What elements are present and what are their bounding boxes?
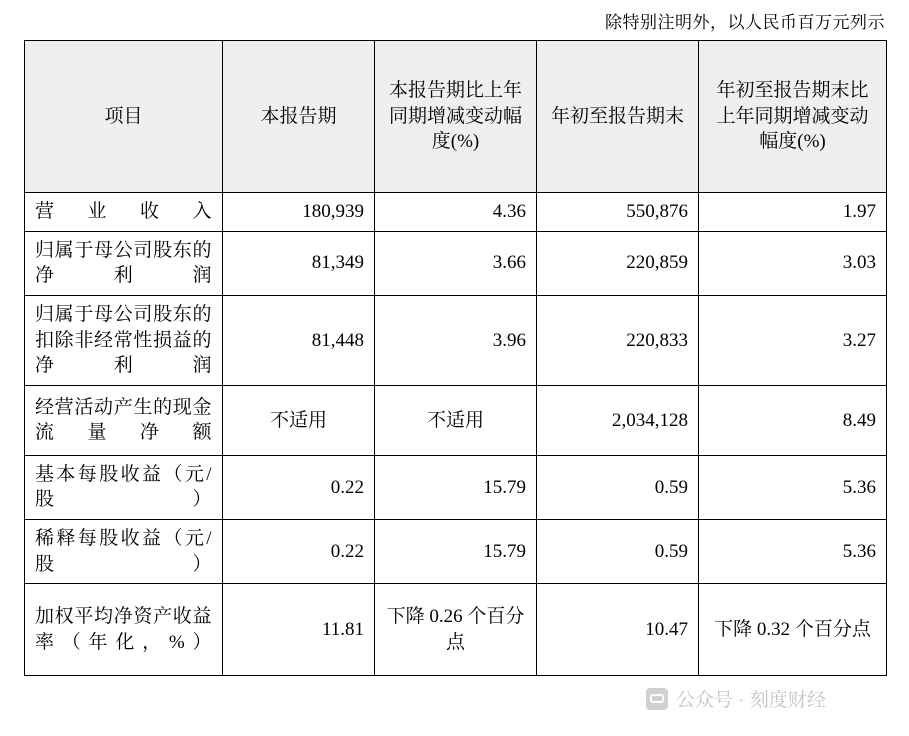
row-ytd-change: 1.97: [699, 193, 887, 232]
row-current-period: 81,448: [223, 295, 375, 385]
table-row: [25, 520, 887, 584]
row-ytd: 220,833: [537, 295, 699, 385]
row-current-change: 下降 0.26 个百分点: [375, 584, 537, 676]
row-current-period: 11.81: [223, 584, 375, 676]
row-current-change: 3.96: [375, 295, 537, 385]
row-ytd: 2,034,128: [537, 385, 699, 455]
row-current-period: 不适用: [223, 385, 375, 455]
table-row: [25, 385, 887, 455]
column-header-item: 项目: [25, 41, 223, 193]
row-ytd: 0.59: [537, 455, 699, 519]
units-note: 除特别注明外，以人民币百万元列示: [605, 13, 885, 32]
table-header-row: [25, 41, 887, 193]
row-label: 归属于母公司股东的扣除非经常性损益的净利润: [25, 295, 223, 385]
row-ytd-change: 5.36: [699, 455, 887, 519]
wechat-official-account-icon: [646, 688, 668, 710]
row-current-change: 3.66: [375, 231, 537, 295]
row-current-change: 4.36: [375, 193, 537, 232]
column-header-ytd: 年初至报告期末: [537, 41, 699, 193]
row-label: 经营活动产生的现金流量净额: [25, 385, 223, 455]
column-header-current-change: 本报告期比上年同期增减变动幅度(%): [375, 41, 537, 193]
row-current-change: 不适用: [375, 385, 537, 455]
column-header-ytd-change: 年初至报告期末比上年同期增减变动幅度(%): [699, 41, 887, 193]
row-ytd-change: 3.03: [699, 231, 887, 295]
row-current-period: 180,939: [223, 193, 375, 232]
column-header-current-period: 本报告期: [223, 41, 375, 193]
row-ytd: 0.59: [537, 520, 699, 584]
watermark-label: 公众号 · 刻度财经: [676, 690, 826, 711]
row-current-change: 15.79: [375, 455, 537, 519]
row-current-change: 15.79: [375, 520, 537, 584]
row-ytd-change: 5.36: [699, 520, 887, 584]
row-label: 加权平均净资产收益率（年化，%）: [25, 584, 223, 676]
row-current-period: 0.22: [223, 520, 375, 584]
row-label: 营业收入: [25, 193, 223, 232]
row-ytd-change: 下降 0.32 个百分点: [699, 584, 887, 676]
table-row: [25, 231, 887, 295]
row-current-period: 0.22: [223, 455, 375, 519]
row-ytd-change: 8.49: [699, 385, 887, 455]
financial-summary-table: [24, 40, 887, 676]
table-row: [25, 584, 887, 676]
row-ytd: 220,859: [537, 231, 699, 295]
watermark: [646, 685, 826, 712]
row-label: 归属于母公司股东的净利润: [25, 231, 223, 295]
row-ytd: 550,876: [537, 193, 699, 232]
table-row: [25, 455, 887, 519]
row-ytd-change: 3.27: [699, 295, 887, 385]
table-row: [25, 193, 887, 232]
row-current-period: 81,349: [223, 231, 375, 295]
table-row: [25, 295, 887, 385]
row-ytd: 10.47: [537, 584, 699, 676]
row-label: 基本每股收益（元/股）: [25, 455, 223, 519]
row-label: 稀释每股收益（元/股）: [25, 520, 223, 584]
